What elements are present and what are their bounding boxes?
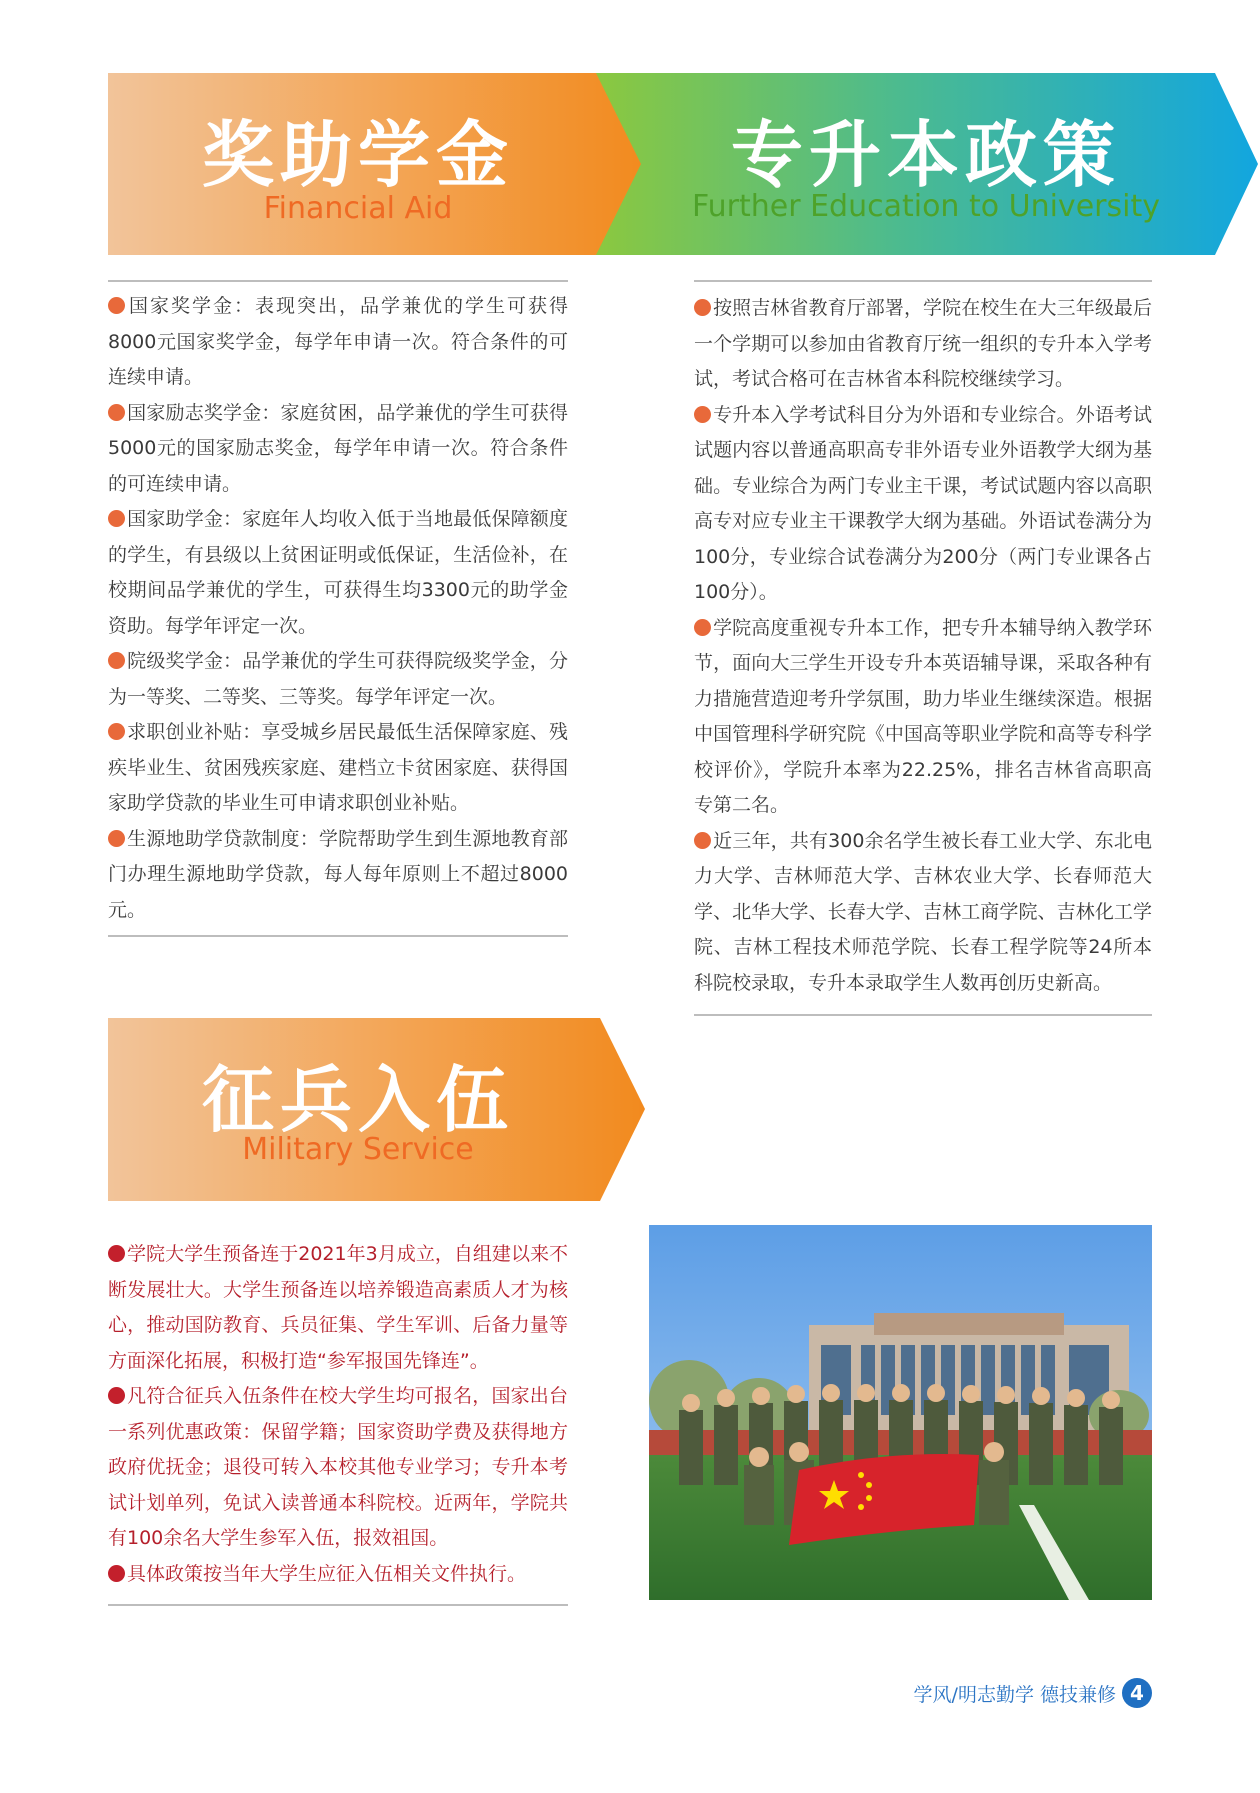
bullet-dot <box>694 832 711 849</box>
bullet-dot <box>108 1565 125 1582</box>
list-item: 国家奖学金：表现突出，品学兼优的学生可获得8000元国家奖学金，每学年申请一次。符合条件的可连续申请。 <box>108 295 568 388</box>
list-item: 求职创业补贴：享受城乡居民最低生活保障家庭、残疾毕业生、贫困残疾家庭、建档立卡贫困家庭、获得国家助学贷款的毕业生可申请求职创业补贴。 <box>108 721 568 814</box>
footer-motto: 学风/明志勤学 德技兼修 <box>913 1683 1116 1706</box>
section-subtitle-financial-aid: Financial Aid <box>263 191 453 226</box>
bullet-dot <box>694 619 711 636</box>
bullet-dot <box>108 652 125 669</box>
military-photo-illustration <box>649 1225 1152 1600</box>
bullet-dot <box>108 510 125 527</box>
bullet-dot <box>694 299 711 316</box>
military-content <box>108 1237 568 1592</box>
military-photo <box>649 1225 1152 1600</box>
banner-military <box>108 1018 645 1201</box>
list-item: 学院大学生预备连于2021年3月成立，自组建以来不断发展壮大。大学生预备连以培养锻造高素质人才为核心，推动国防教育、兵员征集、学生军训、后备力量等方面深化拓展，积极打造“参军报国先锋连”。 <box>108 1243 568 1372</box>
banner-financial-aid <box>108 73 645 255</box>
banner-further-education <box>596 73 1258 255</box>
section-title-military: 征兵入伍 <box>201 1058 514 1142</box>
section-title-further-education: 专升本政策 <box>730 113 1121 197</box>
bullet-dot <box>108 404 125 421</box>
section-subtitle-further-education: Further Education to University <box>692 189 1160 224</box>
list-item: 专升本入学考试科目分为外语和专业综合。外语考试试题内容以普通高职高专非外语专业外语教学大纲为基础。专业综合为两门专业主干课，考试试题内容以高职高专对应专业主干课教学大纲为基础。外语试卷满分为100分，专业综合试卷满分为200分（两门专业课各占100分）。 <box>694 403 1152 603</box>
page-number: 4 <box>1122 1678 1152 1708</box>
bullet-dot <box>694 406 711 423</box>
list-item: 近三年，共有300余名学生被长春工业大学、东北电力大学、吉林师范大学、吉林农业大学、长春师范大学、北华大学、长春大学、吉林工商学院、吉林化工学院、吉林工程技术师范学院、长春工程学院等24所本科院校录取，专升本录取学生人数再创历史新高。 <box>694 829 1152 994</box>
list-item: 国家助学金：家庭年人均收入低于当地最低保障额度的学生，有县级以上贫困证明或低保证，生活俭补，在校期间品学兼优的学生，可获得生均3300元的助学金资助。每学年评定一次。 <box>108 508 568 637</box>
list-item: 按照吉林省教育厅部署，学院在校生在大三年级最后一个学期可以参加由省教育厅统一组织的专升本入学考试，考试合格可在吉林省本科院校继续学习。 <box>694 297 1152 390</box>
divider-financial-aid-bottom <box>108 935 568 937</box>
financial-aid-content <box>108 289 568 928</box>
divider-financial-aid-top <box>108 280 568 282</box>
page-footer <box>914 1678 1152 1708</box>
divider-military-bottom <box>108 1604 568 1606</box>
further-education-content <box>694 291 1152 1001</box>
bullet-dot <box>108 723 125 740</box>
list-item: 院级奖学金：品学兼优的学生可获得院级奖学金，分为一等奖、二等奖、三等奖。每学年评定一次。 <box>108 650 568 708</box>
divider-further-education-top <box>694 280 1152 282</box>
list-item: 学院高度重视专升本工作，把专升本辅导纳入教学环节，面向大三学生开设专升本英语辅导课，采取各种有力措施营造迎考升学氛围，助力毕业生继续深造。根据中国管理科学研究院《中国高等职业学院和高等专科学校评价》，学院升本率为22.25%，排名吉林省高职高专第二名。 <box>694 616 1152 816</box>
bullet-dot <box>108 297 125 314</box>
list-item: 凡符合征兵入伍条件在校大学生均可报名，国家出台一系列优惠政策：保留学籍；国家资助学费及获得地方政府优抚金；退役可转入本校其他专业学习；专升本考试计划单列，免试入读普通本科院校。近两年，学院共有100余名大学生参军入伍，报效祖国。 <box>108 1385 568 1549</box>
list-item: 具体政策按当年大学生应征入伍相关文件执行。 <box>108 1557 568 1593</box>
section-subtitle-military: Military Service <box>242 1132 474 1167</box>
list-item: 国家励志奖学金：家庭贫困，品学兼优的学生可获得5000元的国家励志奖金，每学年申请一次。符合条件的可连续申请。 <box>108 401 568 495</box>
bullet-dot <box>108 1245 125 1262</box>
divider-further-education-bottom <box>694 1014 1152 1016</box>
section-title-financial-aid: 奖助学金 <box>201 113 514 197</box>
list-item: 生源地助学贷款制度：学院帮助学生到生源地教育部门办理生源地助学贷款，每人每年原则上不超过8000元。 <box>108 827 568 921</box>
bullet-dot <box>108 1387 125 1404</box>
bullet-dot <box>108 830 125 847</box>
